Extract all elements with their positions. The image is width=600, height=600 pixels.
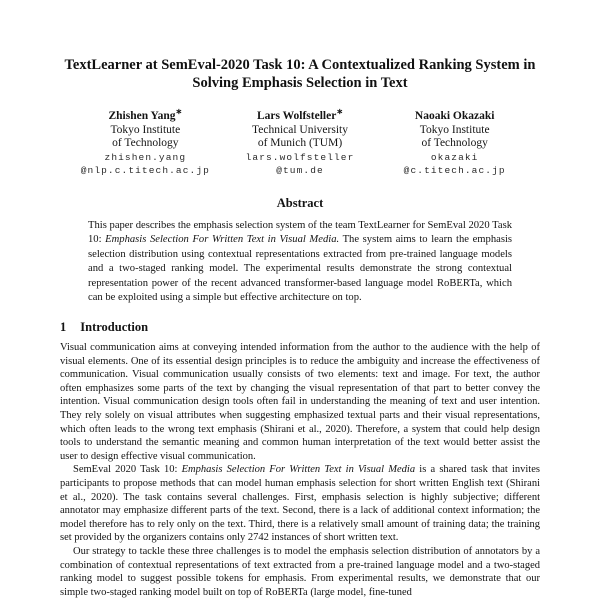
author-3 xyxy=(377,104,532,178)
section-number: 1 xyxy=(60,320,67,334)
author-3-affiliation-line1: Tokyo Institute xyxy=(419,123,490,136)
section-heading-introduction xyxy=(60,320,148,335)
para2-task-name-italic: Emphasis Selection For Written Text in Visual Media xyxy=(181,464,416,476)
author-3-email-line1: okazaki xyxy=(430,151,479,163)
author-1-name-text: Zhishen Yang xyxy=(108,109,176,122)
abstract-task-name-italic: Emphasis Selection For Written Text in Visual Media. xyxy=(105,234,340,246)
abstract-text xyxy=(88,219,512,305)
abstract-section xyxy=(88,196,512,305)
paper-title: TextLearner at SemEval-2020 Task 10: A Contextualized Ranking System in Solving Emphasis Selection in Text xyxy=(64,57,536,91)
author-2-email-line2: @tum.de xyxy=(276,165,324,177)
abstract-seg-3: The system aims to learn the emphasis selection distribution using contextual representations extracted from pre-trained language models and a two-staged ranking model. The experimental results demonstrate the strong contextual representation power of the recent advanced transformer-based language model RoBERTa, which can be exploited using a simple but effective architecture on top. xyxy=(88,234,513,304)
authors-block xyxy=(68,104,532,178)
author-1-name xyxy=(68,104,223,124)
author-3-email-line2: @c.titech.ac.jp xyxy=(403,165,506,177)
author-1-email-line2: @nlp.c.titech.ac.jp xyxy=(80,165,210,177)
author-2-affiliation-line2: of Munich (TUM) xyxy=(257,137,343,150)
author-2 xyxy=(223,104,378,178)
author-2-name xyxy=(223,104,378,124)
author-1-email-line1: zhishen.yang xyxy=(104,151,187,163)
introduction-body xyxy=(60,341,540,599)
author-3-affiliation-line2: of Technology xyxy=(421,137,488,150)
abstract-heading: Abstract xyxy=(276,196,324,210)
para2-seg-1: SemEval 2020 Task 10: xyxy=(73,464,182,476)
author-3-name xyxy=(377,104,532,124)
author-1 xyxy=(68,104,223,178)
author-1-affiliation-line1: Tokyo Institute xyxy=(110,123,181,136)
intro-paragraph-2 xyxy=(60,463,540,545)
abstract-seg-1: This paper describes the emphasis selection system of the team TextLearner for SemEval 2020 Task 10: xyxy=(88,220,512,246)
intro-paragraph-1: Visual communication aims at conveying intended information from the author to the audience with the help of visual elements. One of its essential design principles is to reduce the ambiguity and increase the effectiveness of communication. Visual communication usually consists of two elements: text and image. For text, the author often emphasizes some parts of the text by changing the visual representation of that part to better convey the intention. Visual communication design tools often fail in understanding the meaning of text and user intention. They rely solely on visual attributes when suggesting emphasized textual parts and their visual representations, which often leads to the wrong text emphasis (Shirani et al., 2020). Therefore, a system that could help design tools to understand the semantic meaning and common human interpretation of the text would better assist the user to design effective visual communication. xyxy=(60,342,540,462)
author-2-footnote-marker: ∗ xyxy=(336,107,344,116)
intro-paragraph-3: Our strategy to tackle these three challenges is to model the emphasis selection distribution of annotators by a combination of contextual representations of text extracted from a pre-trained language model and a two-staged ranking model to suggest possible tokens for emphasis. From experimental results, we demonstrate that our simple two-staged ranking model built on top of RoBERTa (large model, fine-tuned xyxy=(60,545,540,598)
author-3-name-text: Naoaki Okazaki xyxy=(414,109,495,122)
author-1-affiliation-line2: of Technology xyxy=(112,137,179,150)
para2-seg-3: is a shared task that invites participants to propose methods that can model human emphasis selection for short written English text (Shirani et al., 2020). The task contains several challenges. First, emphasis selection is highly subjective; different annotator may emphasize different parts of the text. Second, there is a lack of additional context information; the model therefore has to rely only on the text. Third, there is a relatively small amount of training data; the training set provided by the organizers contains only 2742 instances of short written text. xyxy=(60,464,540,544)
section-title: Introduction xyxy=(80,320,149,334)
author-2-email-line1: lars.wolfsteller xyxy=(245,151,355,163)
author-2-affiliation-line1: Technical University xyxy=(252,123,348,136)
author-1-footnote-marker: ∗ xyxy=(175,107,183,116)
author-2-name-text: Lars Wolfsteller xyxy=(256,109,337,122)
